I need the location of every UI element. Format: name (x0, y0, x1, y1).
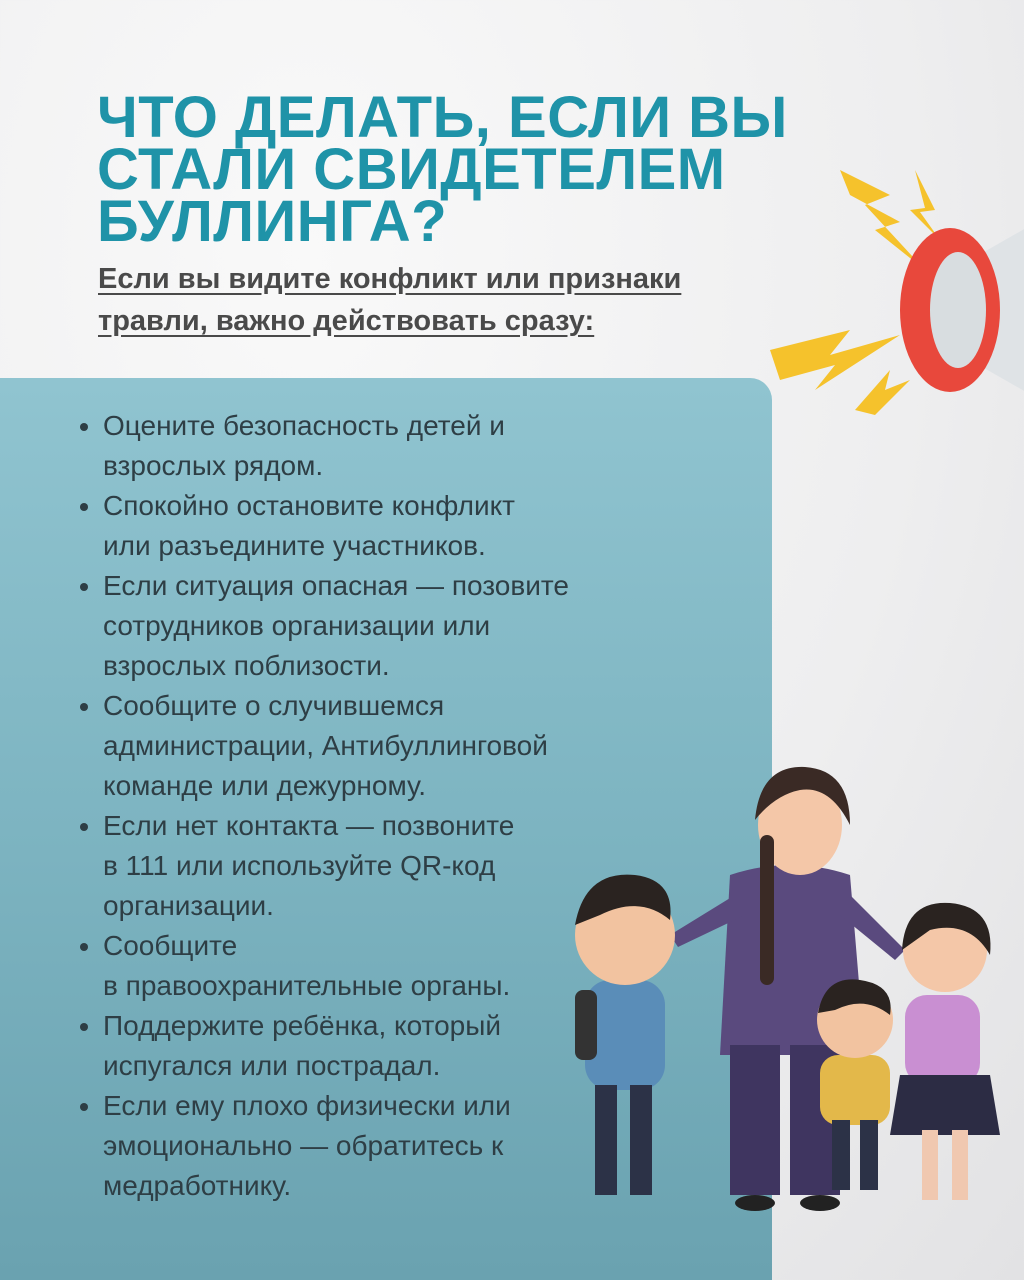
list-item (80, 1086, 569, 1206)
list-item-line: Сообщите (103, 930, 238, 961)
girl-figure (890, 903, 1000, 1200)
list-item (80, 686, 569, 806)
list-item-line: в 111 или используйте QR-код (103, 850, 496, 881)
list-item-line: Поддержите ребёнка, который (103, 1010, 501, 1041)
lightning-icon (840, 170, 925, 270)
list-item (80, 1006, 569, 1086)
list-item-line: Сообщите о случившемся (103, 690, 445, 721)
subtitle: Если вы видите конфликт или признаки травли, важно действовать сразу: (98, 263, 682, 337)
boy-figure (575, 875, 675, 1195)
list-item-line: взрослых поблизости. (103, 650, 390, 681)
list-item-line: команде или дежурному. (103, 770, 426, 801)
list-item (80, 566, 569, 686)
list-item-line: медработнику. (103, 1170, 292, 1201)
list-item-line: Спокойно остановите конфликт (103, 490, 516, 521)
list-item-line: сотрудников организации или (103, 610, 491, 641)
lightning-icon (910, 170, 940, 240)
lightning-icon (855, 370, 910, 415)
list-item (80, 926, 569, 1006)
list-item-line: Если нет контакта — позвоните (103, 810, 515, 841)
list-item-line: взрослых рядом. (103, 450, 324, 481)
list-item-line: Если ему плохо физически или (103, 1090, 511, 1121)
list-item (80, 406, 569, 486)
list-item (80, 486, 569, 566)
list-item (80, 806, 569, 926)
list-item-line: или разъедините участников. (103, 530, 486, 561)
steps-list (80, 406, 569, 1206)
megaphone-icon (760, 150, 1024, 430)
list-item-line: испугался или пострадал. (103, 1050, 441, 1081)
list-item-line: в правоохранительные органы. (103, 970, 511, 1001)
list-item-line: эмоционально — обратитесь к (103, 1130, 504, 1161)
list-item-line: Если ситуация опасная — позовите (103, 570, 569, 601)
list-item-line: администрации, Антибуллинговой (103, 730, 548, 761)
list-item-line: организации. (103, 890, 274, 921)
page-title: ЧТО ДЕЛАТЬ, ЕСЛИ ВЫ СТАЛИ СВИДЕТЕЛЕМ БУЛЛИНГА? (97, 85, 788, 254)
teacher-children-illustration (560, 755, 1020, 1225)
list-item-line: Оцените безопасность детей и (103, 410, 505, 441)
